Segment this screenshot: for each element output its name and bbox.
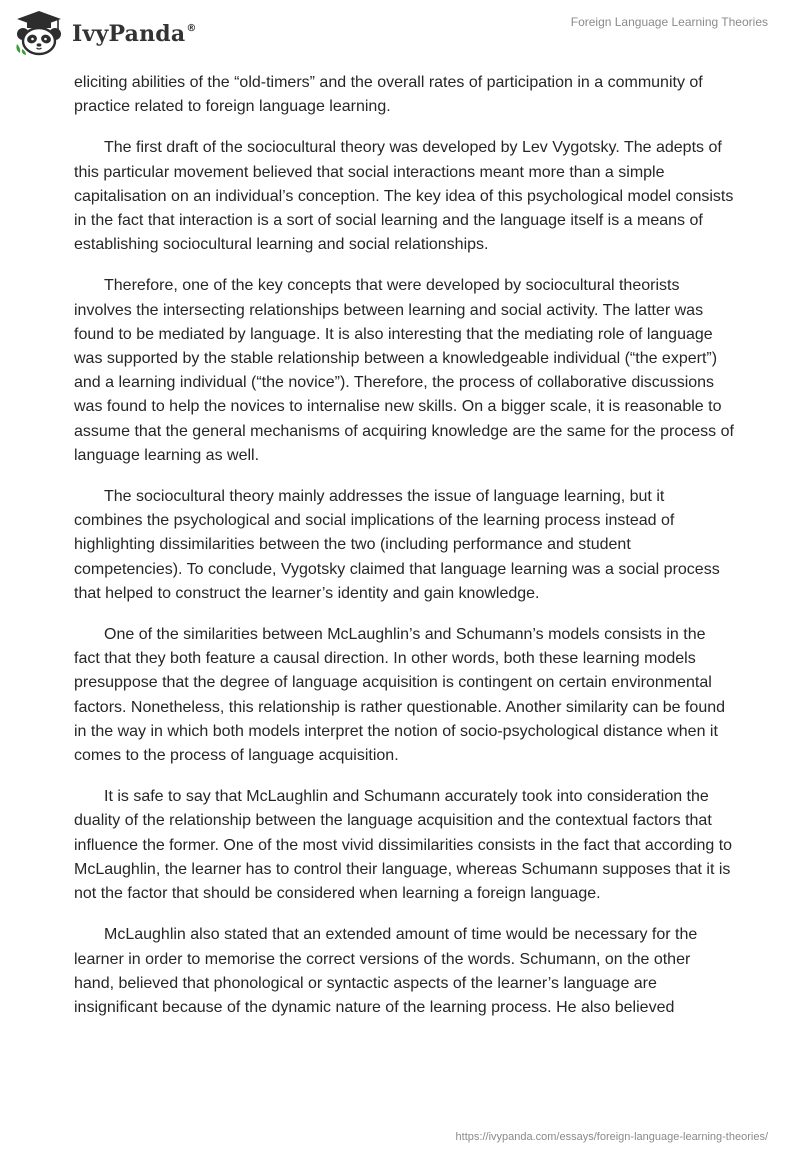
panda-graduation-cap-icon [14,10,64,56]
paragraph: Therefore, one of the key concepts that were developed by sociocultural theorists involves the intersecting relationships between learning and social activity. The latter was found to be mediated by language. It is also interesting that the mediating role of language was supported by the stable relationship between a knowledgeable individual (“the expert”) and a learning individual (“the novice”). Therefore, the process of collaborative discussions was found to help the novices to internalise new skills. On a bigger scale, it is reasonable to assume that the general mechanisms of acquiring knowledge are the same for the process of language learning as well. [74,277,734,464]
registered-mark: ® [186,23,197,34]
paragraph: McLaughlin also stated that an extended amount of time would be necessary for the learner in order to memorise the correct versions of the words. Schumann, on the other hand, believed that phonological or syntactic aspects of the learner’s language are insignificant because of the dynamic nature of the learning process. He also believed [74,926,698,1016]
brand-name: IvyPanda® [72,21,197,47]
paragraph: The sociocultural theory mainly addresses the issue of language learning, but it combines the psychological and social implications of the learning process instead of highlighting dissimilarities between the two (including performance and student competencies). To conclude, Vygotsky claimed that language learning was a social process that helped to construct the learner’s identity and gain knowledge. [74,488,720,602]
source-url-link[interactable]: https://ivypanda.com/essays/foreign-language-learning-theories/ [455,1131,768,1143]
page-header [0,0,800,70]
paragraph: One of the similarities between McLaughlin’s and Schumann’s models consists in the fact that they both feature a causal direction. In other words, both these learning models presuppose that the degree of language acquisition is contingent on certain environmental factors. Nonetheless, this relationship is rather questionable. Another similarity can be found in the way in which both models interpret the notion of socio-psychological distance when it comes to the process of language acquisition. [74,626,726,765]
brand-logo-link[interactable] [14,10,197,56]
paragraph-continued: eliciting abilities of the “old-timers” and the overall rates of participation in a community of practice related to foreign language learning. [74,74,703,116]
paragraph: It is safe to say that McLaughlin and Schumann accurately took into consideration the duality of the relationship between the language acquisition and the contextual factors that influence the former. One of the most vivid dissimilarities consists in the fact that according to McLaughlin, the learner has to control their language, whereas Schumann supposes that it is not the factor that should be considered when learning a foreign language. [74,788,733,903]
document-title: Foreign Language Learning Theories [570,15,768,29]
essay-body [74,71,734,1037]
paragraph: The first draft of the sociocultural theory was developed by Lev Vygotsky. The adepts of this particular movement believed that social interactions meant more than a simple capitalisation on an individual’s conception. The key idea of this psychological model consists in the fact that interaction is a sort of social learning and the language itself is a means of establishing sociocultural learning and social relationships. [74,139,734,254]
